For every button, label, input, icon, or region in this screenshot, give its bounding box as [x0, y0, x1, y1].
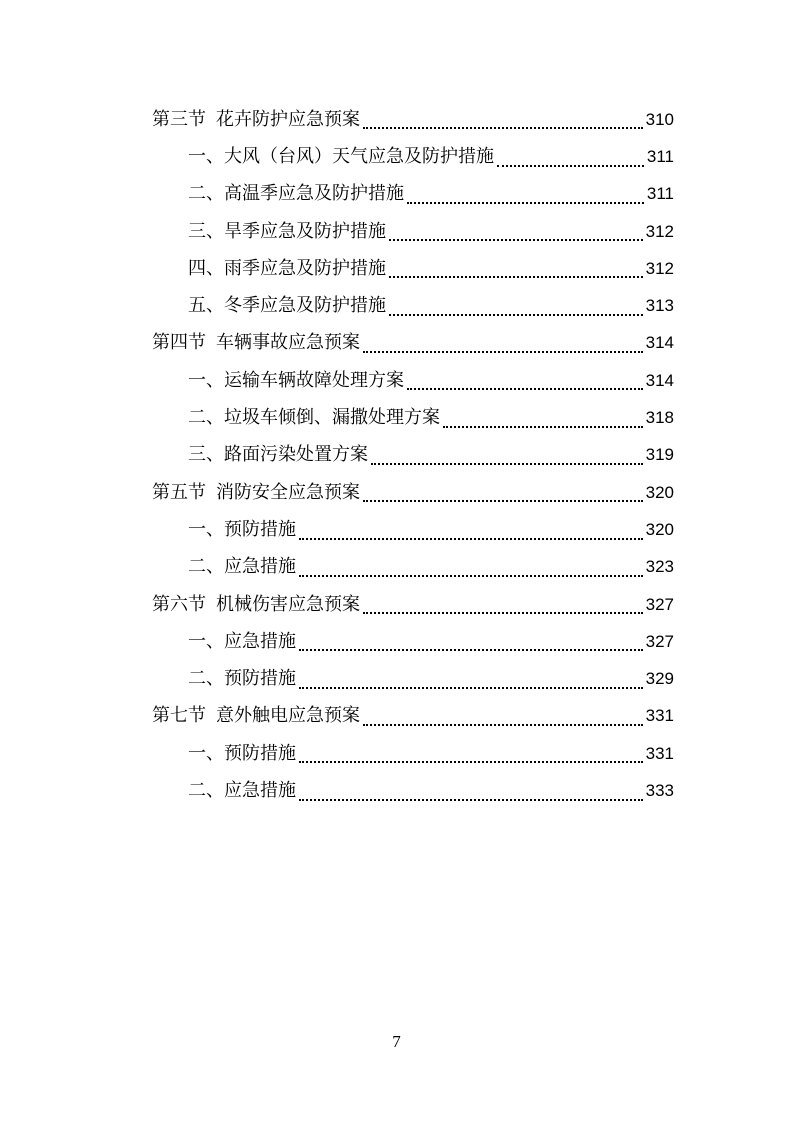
dot-leader	[299, 799, 643, 801]
toc-entry[interactable]	[152, 176, 674, 213]
toc-entry[interactable]	[152, 474, 674, 511]
toc-entry-title: 花卉防护应急预案	[216, 108, 360, 130]
toc-entry-title: 一、大风（台风）天气应急及防护措施	[188, 145, 494, 167]
toc-entry-page: 318	[645, 408, 674, 428]
toc-entry-title: 二、预防措施	[188, 668, 296, 690]
toc-entry-page: 331	[645, 743, 674, 763]
toc-entry-prefix: 第六节	[152, 593, 206, 615]
dot-leader	[299, 538, 643, 540]
toc-entry-page: 311	[646, 184, 674, 204]
dot-leader	[299, 761, 643, 763]
table-of-contents	[152, 101, 674, 810]
toc-entry-page: 311	[646, 146, 674, 166]
toc-entry[interactable]	[152, 549, 674, 586]
toc-entry[interactable]	[152, 437, 674, 474]
toc-entry[interactable]	[152, 772, 674, 809]
dot-leader	[389, 314, 643, 316]
toc-entry-title: 车辆事故应急预案	[216, 332, 360, 354]
toc-entry[interactable]	[152, 250, 674, 287]
dot-leader	[371, 463, 643, 465]
dot-leader	[299, 687, 643, 689]
dot-leader	[497, 165, 644, 167]
toc-entry-page: 310	[645, 109, 674, 129]
dot-leader	[363, 351, 643, 353]
toc-entry-title: 一、运输车辆故障处理方案	[188, 369, 404, 391]
dot-leader	[363, 127, 643, 129]
toc-entry-title: 机械伤害应急预案	[216, 593, 360, 615]
dot-leader	[443, 426, 643, 428]
toc-entry-page: 312	[645, 221, 674, 241]
toc-entry[interactable]	[152, 362, 674, 399]
toc-entry-page: 333	[645, 780, 674, 800]
toc-entry-page: 327	[645, 594, 674, 614]
toc-entry-prefix: 第七节	[152, 705, 206, 727]
toc-entry[interactable]	[152, 735, 674, 772]
dot-leader	[363, 612, 643, 614]
toc-entry[interactable]	[152, 698, 674, 735]
toc-entry-page: 329	[645, 669, 674, 689]
toc-entry-title: 四、雨季应急及防护措施	[188, 257, 386, 279]
toc-entry-title: 二、垃圾车倾倒、漏撒处理方案	[188, 407, 440, 429]
toc-entry-title: 一、预防措施	[188, 518, 296, 540]
toc-entry-page: 323	[645, 557, 674, 577]
toc-entry[interactable]	[152, 660, 674, 697]
toc-entry-page: 319	[645, 445, 674, 465]
toc-entry[interactable]	[152, 325, 674, 362]
toc-entry-title: 一、预防措施	[188, 742, 296, 764]
dot-leader	[299, 575, 643, 577]
toc-entry[interactable]	[152, 213, 674, 250]
toc-entry-page: 331	[645, 706, 674, 726]
toc-entry-title: 二、高温季应急及防护措施	[188, 183, 404, 205]
toc-entry-page: 314	[645, 333, 674, 353]
toc-entry-prefix: 第五节	[152, 481, 206, 503]
toc-entry-page: 327	[645, 631, 674, 651]
toc-entry-title: 五、冬季应急及防护措施	[188, 295, 386, 317]
toc-entry-title: 三、旱季应急及防护措施	[188, 220, 386, 242]
toc-entry-title: 一、应急措施	[188, 630, 296, 652]
toc-entry[interactable]	[152, 287, 674, 324]
dot-leader	[363, 500, 643, 502]
toc-entry-page: 320	[645, 482, 674, 502]
toc-entry-title: 二、应急措施	[188, 779, 296, 801]
toc-entry-page: 314	[645, 370, 674, 390]
toc-entry-title: 二、应急措施	[188, 556, 296, 578]
toc-entry-title: 消防安全应急预案	[216, 481, 360, 503]
dot-leader	[407, 202, 644, 204]
toc-entry[interactable]	[152, 101, 674, 138]
toc-entry[interactable]	[152, 138, 674, 175]
toc-entry-title: 意外触电应急预案	[216, 705, 360, 727]
toc-entry-page: 320	[645, 519, 674, 539]
toc-entry[interactable]	[152, 623, 674, 660]
dot-leader	[389, 239, 643, 241]
toc-entry-page: 313	[645, 296, 674, 316]
dot-leader	[407, 388, 643, 390]
toc-entry[interactable]	[152, 399, 674, 436]
toc-entry-prefix: 第四节	[152, 332, 206, 354]
toc-entry-prefix: 第三节	[152, 108, 206, 130]
dot-leader	[389, 276, 643, 278]
dot-leader	[363, 724, 643, 726]
toc-entry[interactable]	[152, 511, 674, 548]
toc-entry-page: 312	[645, 258, 674, 278]
page-number: 7	[392, 1032, 401, 1051]
toc-entry[interactable]	[152, 586, 674, 623]
toc-entry-title: 三、路面污染处置方案	[188, 444, 368, 466]
dot-leader	[299, 649, 643, 651]
